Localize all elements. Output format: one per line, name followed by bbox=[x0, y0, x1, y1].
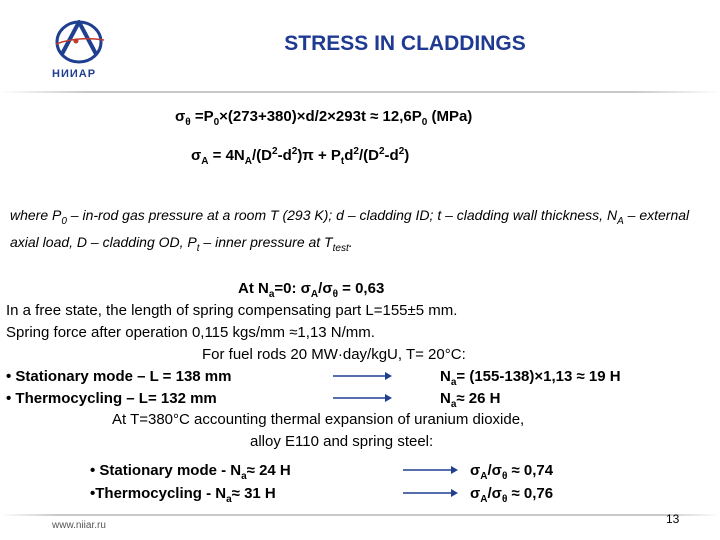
top-divider bbox=[0, 91, 720, 93]
free-state-text: In a free state, the length of spring compensating part L=155±5 mm. bbox=[6, 302, 458, 319]
thermocycling-380-ratio: $\sigma_A/\sigma_\theta \approx 0,76$ bbox=[470, 485, 554, 505]
formula-hoop-stress: $\sigma_\theta =P_0\times(273+380)\times d/2\times 293t \approx 12,6P_0$ (MPa) bbox=[175, 108, 473, 128]
stationary-mode-force: $N_a= (155-138)\times 1,13 \approx 19$ H bbox=[440, 368, 621, 388]
spring-force-text: Spring force after operation 0,115 kgs/mm ≈1,13 N/mm. bbox=[6, 324, 375, 341]
arrow-icon bbox=[403, 465, 459, 475]
thermocycling-force: $N_a\approx 26$ H bbox=[440, 390, 501, 410]
page-number: 13 bbox=[666, 512, 680, 526]
thermocycling-380-force: •Thermocycling - $N_a\approx 31$ H bbox=[90, 485, 276, 505]
logo-wordmark: НИИАР bbox=[52, 68, 97, 80]
thermocycling-length: • Thermocycling – L= 132 mm bbox=[6, 390, 217, 407]
variables-note: where $P_0 - in-rod$ gas pressure at a room T (293 K); d – cladding ID; t – cladding wall thickness, $N_A$ – external axial load, D – cladding OD, $P_t$ – inner pressure at $T_{test}$. bbox=[10, 207, 690, 254]
arrow-icon bbox=[403, 488, 459, 498]
arrow-icon bbox=[333, 393, 393, 403]
slide-title: STRESS IN CLADDINGS bbox=[284, 32, 526, 55]
formula-axial-stress: $\sigma_A = 4N_A/(D^2-d^2)\pi + P_td^2/(D^2-d^2)$ bbox=[191, 146, 410, 167]
stationary-380-ratio: $\sigma_A/\sigma_\theta \approx 0,74$ bbox=[470, 462, 554, 482]
bottom-divider bbox=[0, 514, 720, 516]
t380-text: At T=380°C accounting thermal expansion of uranium dioxide, bbox=[112, 411, 525, 428]
fuel-rods-text: For fuel rods 20 MW·day/kgU, T= 20°C: bbox=[202, 346, 466, 363]
ratio-at-zero-load: At $N_a=0$: $\sigma_A/\sigma_\theta = 0,63$ bbox=[238, 280, 385, 300]
alloy-text: alloy E110 and spring steel: bbox=[250, 433, 434, 450]
footer-url: www.niiar.ru bbox=[52, 520, 106, 531]
stationary-mode-length: • Stationary mode – L = 138 mm bbox=[6, 368, 232, 385]
stationary-380-force: • Stationary mode - $N_a\approx 24$ H bbox=[90, 462, 291, 482]
arrow-icon bbox=[333, 371, 393, 381]
